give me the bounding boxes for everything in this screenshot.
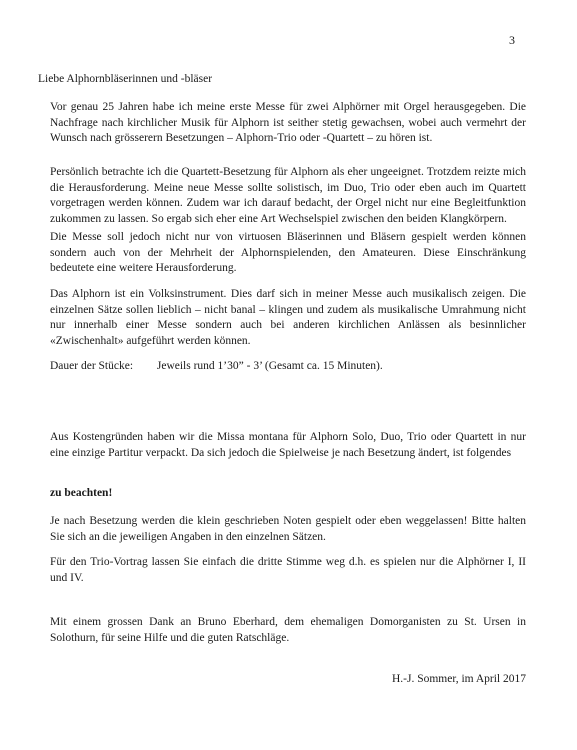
page-number: 3 bbox=[509, 33, 515, 47]
paragraph-quartet: Persönlich betrachte ich die Quartett-Besetzung für Alphorn als eher ungeeignet. Trotzdem reizte mich die Herausforderung. Meine neue Messe sollte solistisch, im Duo, Trio oder eben auch im Quartett vorgetragen werden können. Zudem war ich darauf bedacht, der Orgel nicht nur eine Begleitfunktion zukommen zu lassen. So ergab sich eher eine Art Wechselspiel zwischen den beiden Klangkörpern. bbox=[50, 166, 526, 225]
paragraph-intro: Vor genau 25 Jahren habe ich meine erste Messe für zwei Alphörner mit Orgel herausgegeben. Die Nachfrage nach kirchlicher Musik für Alphorn ist seither stetig gewachsen, wobei auch vermehrt der Wunsch nach grösserern Besetzungen – Alphorn-Trio oder -Quartett – zu hören ist. bbox=[50, 101, 526, 144]
paragraph-trio: Für den Trio-Vortrag lassen Sie einfach die dritte Stimme weg d.h. es spielen nur die Alphörner I, II und IV. bbox=[50, 556, 526, 584]
duration-label: Dauer der Stücke: bbox=[50, 360, 134, 372]
duration-value: Jeweils rund 1’30” - 3’ (Gesamt ca. 15 Minuten). bbox=[156, 360, 383, 372]
duration-line bbox=[50, 360, 383, 372]
paragraph-thanks: Mit einem grossen Dank an Bruno Eberhard, dem ehemaligen Domorganisten zu St. Ursen in Solothurn, für seine Hilfe und die guten Ratschläge. bbox=[50, 616, 526, 644]
paragraph-amateurs: Die Messe soll jedoch nicht nur von virtuosen Bläserinnen und Bläsern gespielt werden können sondern auch von der Mehrheit der Alphornspielenden, den Amateuren. Diese Einschränkung bedeutete eine weitere Herausforderung. bbox=[50, 231, 526, 274]
emphasis-heading: zu beachten! bbox=[50, 487, 113, 499]
paragraph-folk-instrument: Das Alphorn ist ein Volksinstrument. Dies darf sich in meiner Messe auch musikalisch zeigen. Die einzelnen Sätze sollen lieblich – nicht banal – klingen und zudem als musikalische Umrahmung nicht nur innerhalb einer Messe sondern auch bei anderen kirchlichen Anlässen als besinnlicher «Zwischenhalt» aufgeführt werden können. bbox=[50, 288, 526, 347]
paragraph-score-note: Aus Kostengründen haben wir die Missa montana für Alphorn Solo, Duo, Trio oder Quartett in nur eine einzige Partitur verpackt. Da sich jedoch die Spielweise je nach Besetzung ändert, ist folgendes bbox=[50, 431, 526, 459]
salutation: Liebe Alphornbläserinnen und -bläser bbox=[38, 73, 213, 85]
paragraph-small-notes: Je nach Besetzung werden die klein geschrieben Noten gespielt oder eben weggelassen! Bitte halten Sie sich an die jeweiligen Angaben in den einzelnen Sätzen. bbox=[50, 515, 526, 543]
signature: H.-J. Sommer, im April 2017 bbox=[391, 673, 526, 685]
